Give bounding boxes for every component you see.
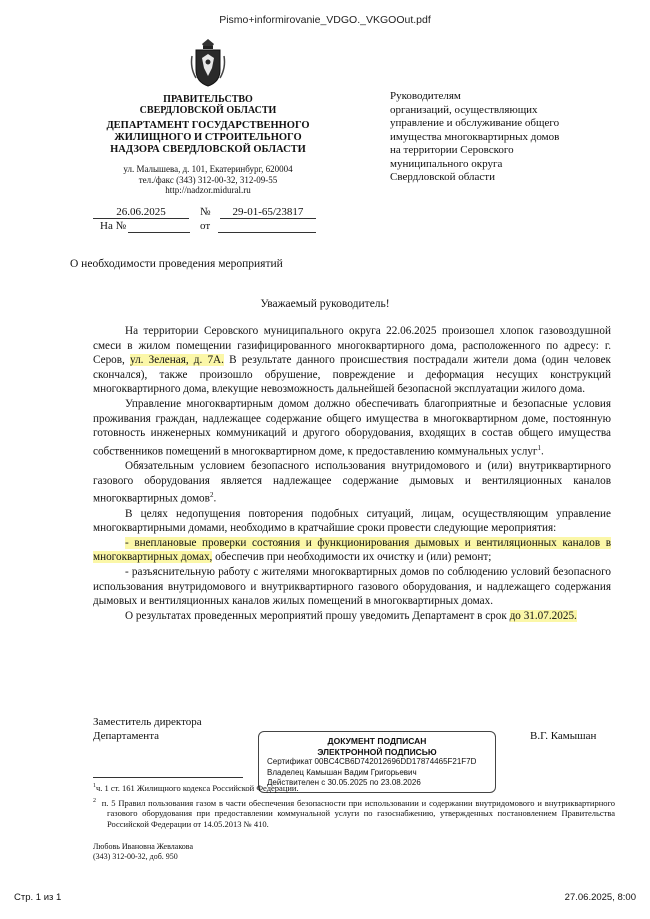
stamp-title: ДОКУМЕНТ ПОДПИСАН xyxy=(327,736,427,746)
executor-phone: (343) 312-00-32, доб. 950 xyxy=(93,852,178,861)
sender-line-2: СВЕРДЛОВСКОЙ ОБЛАСТИ xyxy=(139,105,277,116)
text-span: Обязательным условием безопасного использования внутридомового и (или) внутриквартирного газового оборудования является надлежащее содержание дымовых и вентиляционных каналов многоквартирных домов xyxy=(93,460,611,505)
paragraph-management: Управление многоквартирным домом должно обеспечивать благоприятные и безопасные условия проживания граждан, надлежащее содержание общего имущества в многоквартирном доме, постоянную готовность инженерных коммуникаций и другого оборудования, входящих в состав общего имущества собственников помещений в многоквартирном доме, к предоставлению коммунальных услуг$^1$. xyxy=(93,397,611,458)
addressee-line: на территории Серовского xyxy=(390,144,514,156)
addressee-line: имущества многоквартирных домов xyxy=(390,130,560,143)
addressee-line: Свердловской области xyxy=(390,171,495,183)
footnote-number: 2 xyxy=(93,798,96,804)
footnote-text: п. 5 Правил пользования газом в части обеспечения безопасности при использовании и содержании внутридомового и внутриквартирного газового оборудования при предоставлении коммунальной услуги по газоснабжению, утвержденных постановлением Правительства Российской Федерации от 14.05.2013 № 410. xyxy=(101,797,616,829)
executor-name: Любовь Ивановна Жевлакова xyxy=(93,842,194,851)
dept-line-3: НАДЗОРА СВЕРДЛОВСКОЙ ОБЛАСТИ xyxy=(110,144,306,155)
reg-ot-field xyxy=(218,232,316,233)
sender-department xyxy=(70,120,346,156)
sender-contacts xyxy=(70,164,346,196)
signatory-name: В.Г. Камышан xyxy=(530,730,597,742)
paragraph-measure-1 xyxy=(93,536,611,565)
signatory-position xyxy=(93,715,202,743)
addressee-block xyxy=(390,90,620,185)
pdf-filename: Pismo+informirovanie_VDGO._VKGOOut.pdf xyxy=(219,14,431,26)
footnote-ref: 2 xyxy=(209,491,214,500)
addressee-line: муниципального округа xyxy=(390,157,503,170)
sender-address: ул. Малышева, д. 101, Екатеринбург, 620004 xyxy=(123,164,293,174)
text-span: В результате данного происшествия пострадали жители дома (один человек скончался), также произошло обрушение, повреждение и деформация несущих конструкций многоквартирного дома, влекущие невозможность дальнейшей безопасной эксплуатации жилого дома. xyxy=(93,354,611,396)
text-span: Управление многоквартирным домом должно обеспечивать благоприятные и безопасные условия проживания граждан, надлежащее содержание общего имущества в многоквартирном доме, постоянную готовность инженерных коммуникаций и другого оборудования, входящих в состав общего имущества собственников помещений в многоквартирном доме, к предоставлению коммунальных услуг xyxy=(93,397,611,458)
print-datetime: 27.06.2025, 8:00 xyxy=(564,892,636,903)
paragraph-deadline xyxy=(93,609,611,624)
greeting: Уважаемый руководитель! xyxy=(260,298,390,310)
highlighted-deadline: до 31.07.2025. xyxy=(509,609,577,622)
letter-body xyxy=(93,324,611,623)
page-counter: Стр. 1 из 1 xyxy=(14,892,62,903)
stamp-subtitle: ЭЛЕКТРОННОЙ ПОДПИСЬЮ xyxy=(317,746,437,757)
stamp-owner: Владелец Камышан Вадим Григорьевич xyxy=(267,767,417,777)
sender-government xyxy=(70,94,346,116)
footnote-number: 1 xyxy=(93,783,96,789)
highlighted-address: ул. Зеленая, д. 7А. xyxy=(130,354,224,367)
highlighted-measure: - внеплановые проверки состояния и функционирования дымовых и вентиляционных каналов в многоквартирных домах, xyxy=(93,536,611,564)
reg-na-field xyxy=(128,232,190,233)
footnote-1 xyxy=(93,781,615,793)
position-line-1: Заместитель директора xyxy=(93,716,202,728)
reg-ot-label: от xyxy=(200,220,211,232)
dept-line-2: ЖИЛИЩНОГО И СТРОИТЕЛЬНОГО xyxy=(114,132,302,143)
footnote-divider xyxy=(93,777,243,778)
paragraph-incident xyxy=(93,324,611,397)
executor-info xyxy=(93,842,193,862)
position-line-2: Департамента xyxy=(93,730,160,742)
paragraph-measure-2: - разъяснительную работу с жителями многоквартирных домов по соблюдению условий безопасного использования внутридомового и внутриквартирного газового оборудования, и надлежащего содержания дымовых и вентиляционных каналов жилых помещений в многоквартирных домах. xyxy=(93,565,611,608)
addressee-line: управление и обслуживание общего xyxy=(390,117,560,129)
sender-website: http://nadzor.midural.ru xyxy=(165,185,251,195)
paragraph-measures: В целях недопущения повторения подобных ситуаций, лицам, осуществляющим управление многоквартирными домами, необходимо в кратчайшие сроки провести следующие мероприятия: xyxy=(93,507,611,535)
footnote-ref: 1 xyxy=(537,443,542,452)
reg-no-label: № xyxy=(200,206,211,218)
sender-phone: тел./факс (343) 312-00-32, 312-09-55 xyxy=(138,174,278,185)
reg-date: 26.06.2025 xyxy=(93,206,189,219)
sender-line-1: ПРАВИТЕЛЬСТВО xyxy=(163,94,253,105)
reg-number: 29-01-65/23817 xyxy=(220,206,316,219)
footnote-text: ч. 1 ст. 161 Жилищного кодекса Российской Федерации. xyxy=(96,782,299,793)
footnote-2 xyxy=(93,796,615,829)
text-span: обеспечив при необходимости их очистку и (или) ремонт; xyxy=(212,551,492,564)
letter-subject: О необходимости проведения мероприятий xyxy=(70,258,283,270)
text-span: О результатах проведенных мероприятий прошу уведомить Департамент в срок xyxy=(125,609,510,622)
paragraph-condition: Обязательным условием безопасного использования внутридомового и (или) внутриквартирного газового оборудования является надлежащее содержание дымовых и вентиляционных каналов многоквартирных домов$^2$. xyxy=(93,460,611,505)
coat-of-arms-icon xyxy=(188,38,228,88)
addressee-line: организаций, осуществляющих xyxy=(390,103,538,116)
addressee-line: Руководителям xyxy=(390,90,461,102)
dept-line-1: ДЕПАРТАМЕНТ ГОСУДАРСТВЕННОГО xyxy=(106,120,310,131)
stamp-certificate: Сертификат 00BC4CB6D742012696DD17874465F21F7D xyxy=(267,757,477,766)
reg-na-label: На № xyxy=(100,220,127,232)
text-span: На территории Серовского муниципального округа 22.06.2025 произошел хлопок газовоздушной смеси в жилом помещении газифицированного многоквартирного дома, расположенного по адресу: г. Серов, xyxy=(93,325,611,367)
stamp-validity: Действителен с 30.05.2025 по 23.08.2026 xyxy=(267,778,421,787)
